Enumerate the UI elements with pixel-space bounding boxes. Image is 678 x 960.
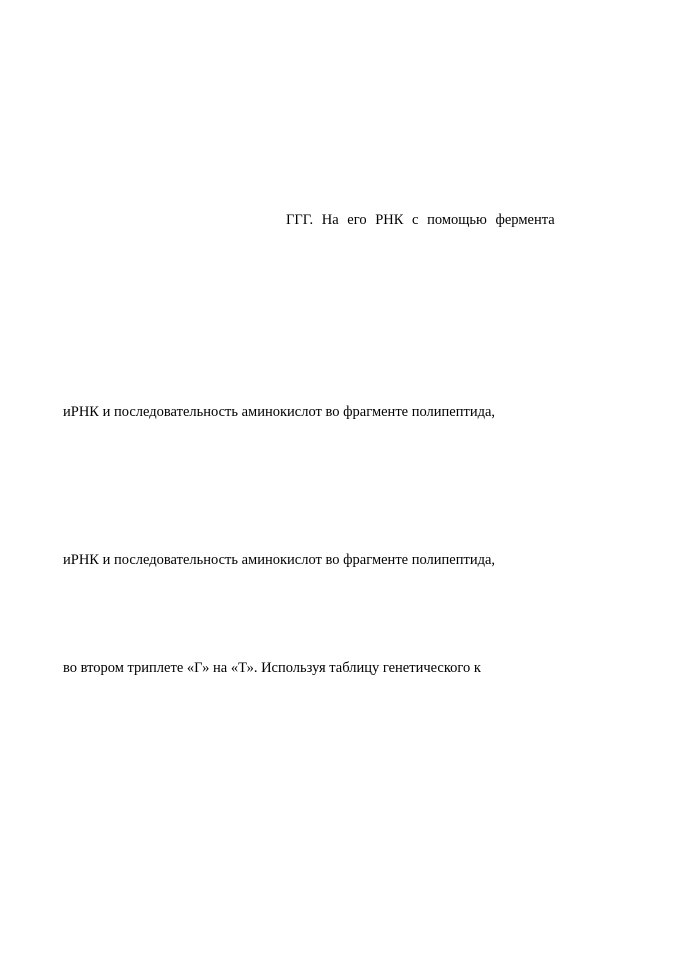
text-line: иРНК и последовательность аминокислот во фрагменте полипептида, (63, 404, 496, 420)
text-line: во втором триплете «Г» на «Т». Используя таблицу генетического к (63, 660, 481, 676)
text-line: ГГГ. На его РНК с помощью фермента (286, 212, 555, 228)
text-line: иРНК и последовательность аминокислот во фрагменте полипептида, (63, 552, 496, 568)
